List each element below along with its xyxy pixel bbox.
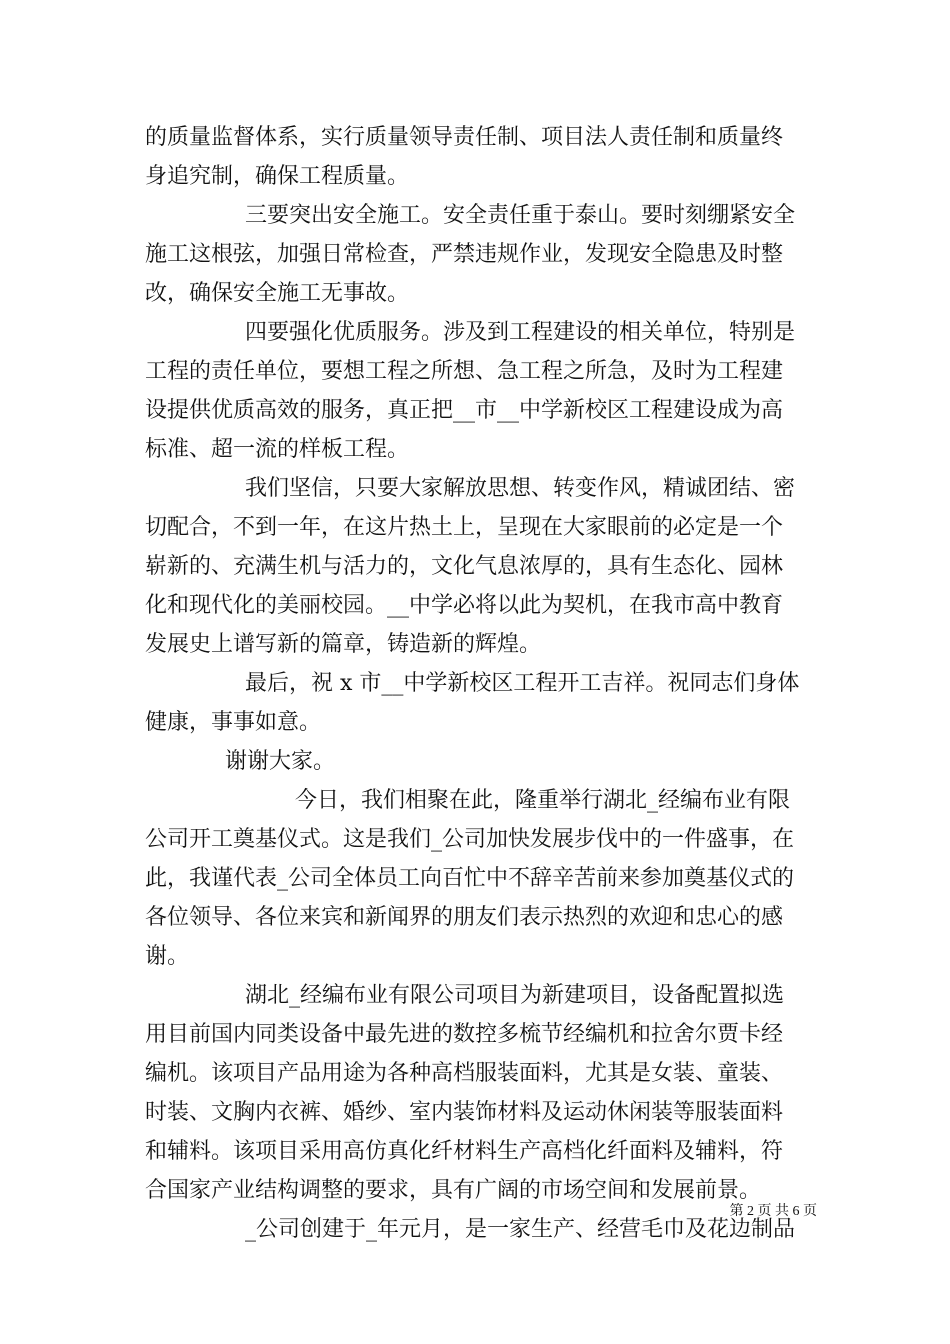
text-line: 切配合，不到一年，在这片热土上，呈现在大家眼前的必定是一个	[145, 515, 784, 540]
page-number: 第 2 页 共 6 页	[729, 1204, 817, 1219]
text-line: 施工这根弦，加强日常检查，严禁违规作业，发现安全隐患及时整	[145, 242, 784, 267]
text-line: 发展史上谱写新的篇章，铸造新的辉煌。	[145, 632, 542, 657]
text-line: _公司创建于_年元月，是一家生产、经营毛巾及花边制品	[245, 1217, 796, 1242]
text-line: 编机。该项目产品用途为各种高档服装面料，尤其是女装、童装、	[145, 1061, 784, 1086]
text-line: 健康，事事如意。	[145, 710, 322, 735]
text-line: 谢。	[145, 944, 190, 969]
text-line: 工程的责任单位，要想工程之所想、急工程之所急，及时为工程建	[145, 359, 784, 384]
text-line: 设提供优质高效的服务，真正把__市__中学新校区工程建设成为高	[145, 398, 784, 423]
text-line: 标准、超一流的样板工程。	[145, 437, 410, 462]
text-line: 合国家产业结构调整的要求，具有广阔的市场空间和发展前景。	[145, 1178, 762, 1203]
document-body	[145, 118, 810, 1249]
text-line: 各位领导、各位来宾和新闻界的朋友们表示热烈的欢迎和忠心的感	[145, 905, 784, 930]
text-line: 我们坚信，只要大家解放思想、转变作风，精诚团结、密	[245, 476, 796, 501]
text-line: 湖北_经编布业有限公司项目为新建项目，设备配置拟选	[245, 983, 785, 1008]
text-line: 崭新的、充满生机与活力的，文化气息浓厚的，具有生态化、园林	[145, 554, 784, 579]
text-line: 用目前国内同类设备中最先进的数控多梳节经编机和拉舍尔贾卡经	[145, 1022, 784, 1047]
text-line: 四要强化优质服务。涉及到工程建设的相关单位，特别是	[245, 320, 796, 345]
text-line: 今日，我们相聚在此，隆重举行湖北_经编布业有限	[295, 788, 791, 813]
text-line: 和辅料。该项目采用高仿真化纤材料生产高档化纤面料及辅料，符	[145, 1139, 784, 1164]
text-line: 三要突出安全施工。安全责任重于泰山。要时刻绷紧安全	[245, 203, 796, 228]
text-line: 公司开工奠基仪式。这是我们_公司加快发展步伐中的一件盛事，在	[145, 827, 795, 852]
text-line: 此，我谨代表_公司全体员工向百忙中不辞辛苦前来参加奠基仪式的	[145, 866, 795, 891]
text-line: 时装、文胸内衣裤、婚纱、室内装饰材料及运动休闲装等服装面料	[145, 1100, 784, 1125]
text-line: 谢谢大家。	[225, 749, 336, 774]
text-line: 最后，祝 x 市__中学新校区工程开工吉祥。祝同志们身体	[245, 671, 800, 696]
text-line: 改，确保安全施工无事故。	[145, 281, 410, 306]
text-line: 的质量监督体系，实行质量领导责任制、项目法人责任制和质量终	[145, 125, 784, 150]
text-line: 身追究制，确保工程质量。	[145, 164, 410, 189]
text-line: 化和现代化的美丽校园。__中学必将以此为契机，在我市高中教育	[145, 593, 784, 618]
